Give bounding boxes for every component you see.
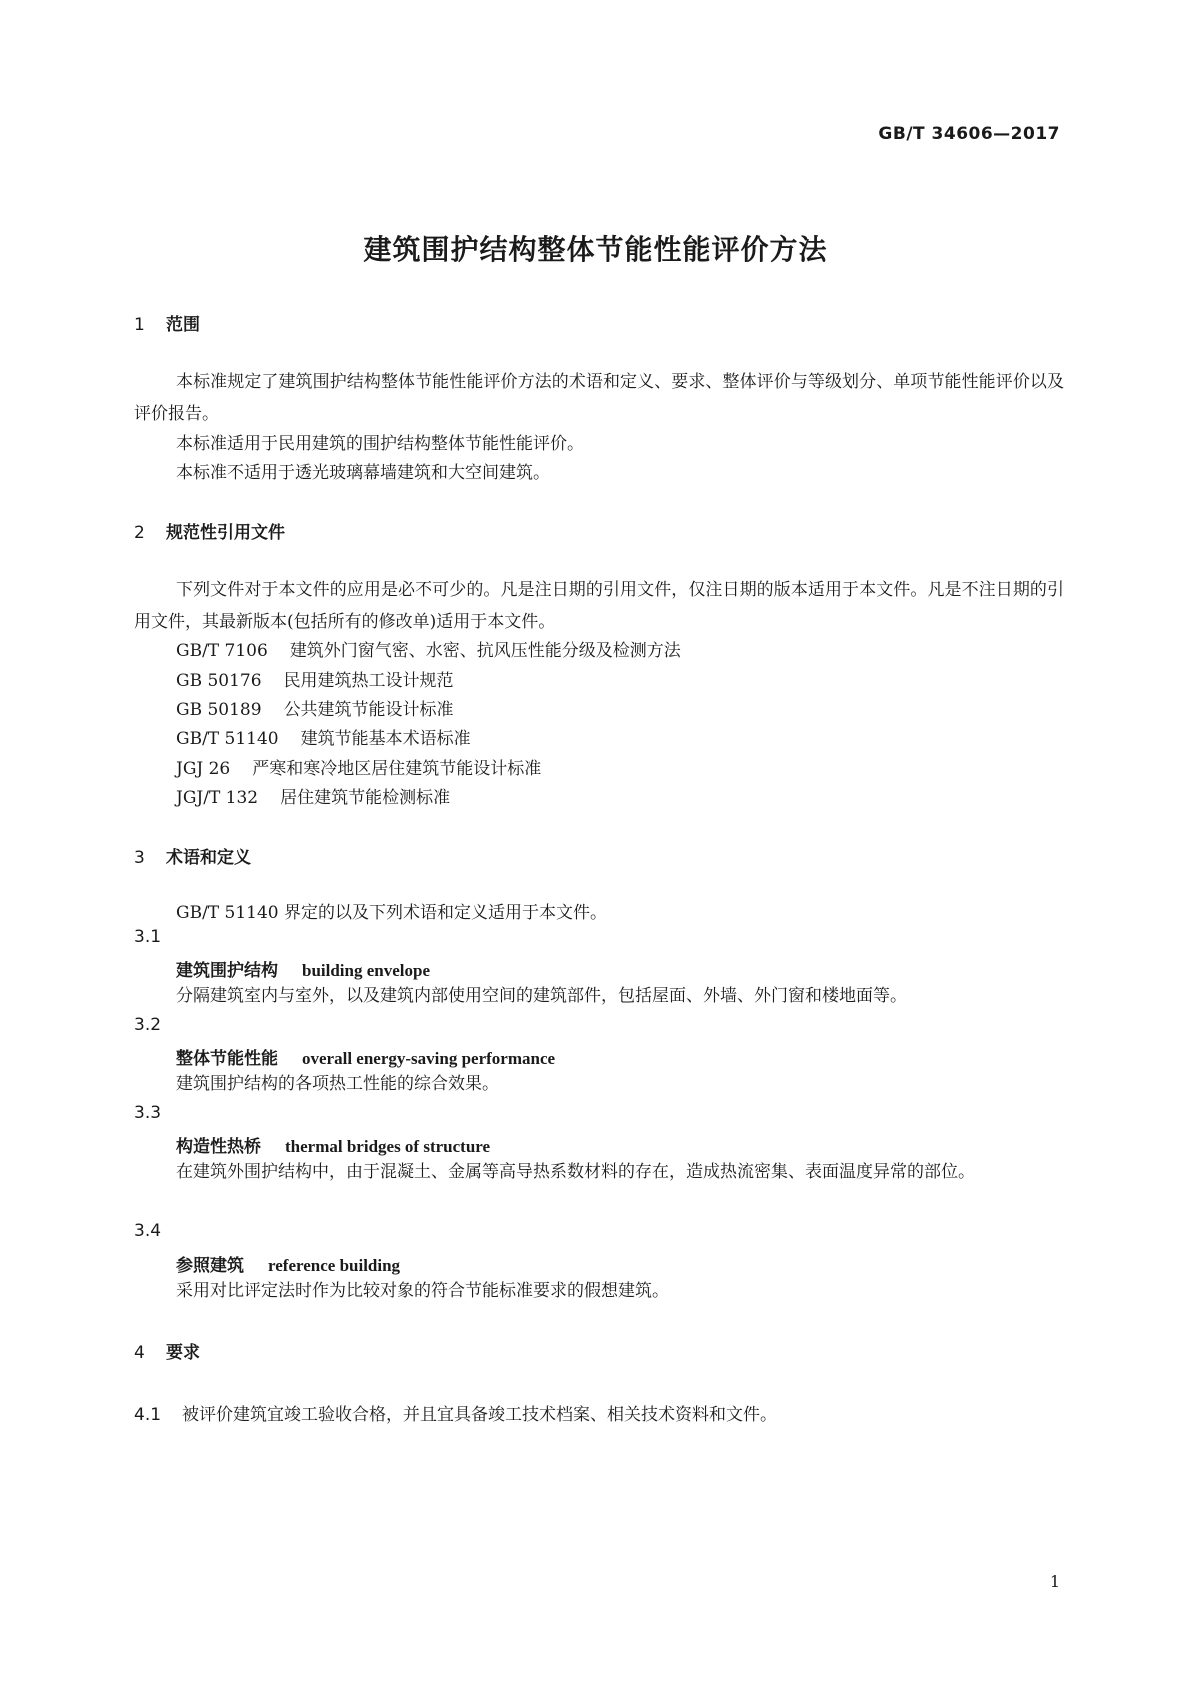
reference-code: JGJ/T 132 <box>176 788 259 808</box>
term-chinese: 整体节能性能 <box>176 1049 278 1069</box>
scope-paragraph-3: 本标准不适用于透光玻璃幕墙建筑和大空间建筑。 <box>176 463 550 483</box>
reference-name: 严寒和寒冷地区居住建筑节能设计标准 <box>252 759 542 779</box>
section-title: 要求 <box>166 1343 200 1363</box>
reference-item <box>176 724 471 749</box>
reference-name: 民用建筑热工设计规范 <box>283 671 454 691</box>
section-number: 1 <box>134 315 145 335</box>
term-chinese: 参照建筑 <box>176 1256 244 1276</box>
section-title: 术语和定义 <box>166 848 251 868</box>
reference-item <box>176 666 454 691</box>
term-english: building envelope <box>302 961 431 980</box>
clause-text: 被评价建筑宜竣工验收合格，并且宜具备竣工技术档案、相关技术资料和文件。 <box>182 1405 777 1425</box>
reference-code: GB/T 51140 <box>176 729 279 749</box>
reference-item <box>176 695 454 720</box>
section-title: 规范性引用文件 <box>166 523 285 543</box>
document-title: 建筑围护结构整体节能性能评价方法 <box>363 233 828 266</box>
term-heading <box>176 1251 400 1276</box>
term-english: reference building <box>268 1256 401 1275</box>
scope-paragraph-2: 本标准适用于民用建筑的围护结构整体节能性能评价。 <box>176 434 584 454</box>
references-intro: 下列文件对于本文件的应用是必不可少的。凡是注日期的引用文件，仅注日期的版本适用于本文件。凡是不注日期的引用文件，其最新版本(包括所有的修改单)适用于本文件。 <box>134 580 1064 632</box>
reference-name: 居住建筑节能检测标准 <box>280 788 451 808</box>
term-number: 3.4 <box>134 1221 162 1241</box>
clause-item <box>134 1400 777 1425</box>
section-title: 范围 <box>166 315 200 335</box>
term-definition: 建筑围护结构的各项热工性能的综合效果。 <box>176 1074 499 1094</box>
term-definition: 在建筑外围护结构中，由于混凝土、金属等高导热系数材料的存在，造成热流密集、表面温度异常的部位。 <box>176 1162 975 1182</box>
section-heading-terms <box>134 843 251 868</box>
term-heading <box>176 1044 555 1069</box>
reference-code: GB 50189 <box>176 700 262 720</box>
section-number: 3 <box>134 848 145 868</box>
term-heading <box>176 956 430 981</box>
section-heading-requirements <box>134 1338 200 1363</box>
term-english: overall energy-saving performance <box>302 1049 556 1068</box>
term-english: thermal bridges of structure <box>285 1137 491 1156</box>
reference-item <box>176 636 681 661</box>
term-number: 3.1 <box>134 927 162 947</box>
reference-item <box>176 754 541 779</box>
term-number: 3.3 <box>134 1103 162 1123</box>
standard-code: GB/T 34606—2017 <box>878 124 1060 144</box>
scope-paragraph-1: 本标准规定了建筑围护结构整体节能性能评价方法的术语和定义、要求、整体评价与等级划分、单项节能性能评价以及评价报告。 <box>134 372 1064 424</box>
reference-name: 建筑节能基本术语标准 <box>300 729 471 749</box>
section-number: 2 <box>134 523 145 543</box>
term-heading <box>176 1132 490 1157</box>
reference-code: GB 50176 <box>176 671 262 691</box>
clause-number: 4.1 <box>134 1405 162 1425</box>
term-definition: 采用对比评定法时作为比较对象的符合节能标准要求的假想建筑。 <box>176 1281 669 1301</box>
reference-name: 公共建筑节能设计标准 <box>283 700 454 720</box>
page-number: 1 <box>1049 1572 1060 1591</box>
terms-intro: GB/T 51140 界定的以及下列术语和定义适用于本文件。 <box>176 903 608 923</box>
term-number: 3.2 <box>134 1015 162 1035</box>
section-heading-normative-references <box>134 518 285 543</box>
term-definition: 分隔建筑室内与室外，以及建筑内部使用空间的建筑部件，包括屋面、外墙、外门窗和楼地面等。 <box>176 986 907 1006</box>
reference-code: GB/T 7106 <box>176 641 268 661</box>
reference-item <box>176 783 450 808</box>
reference-code: JGJ 26 <box>176 759 231 779</box>
term-chinese: 建筑围护结构 <box>176 961 278 981</box>
term-chinese: 构造性热桥 <box>176 1137 261 1157</box>
reference-name: 建筑外门窗气密、水密、抗风压性能分级及检测方法 <box>289 641 681 661</box>
section-number: 4 <box>134 1343 145 1363</box>
section-heading-scope <box>134 310 200 335</box>
